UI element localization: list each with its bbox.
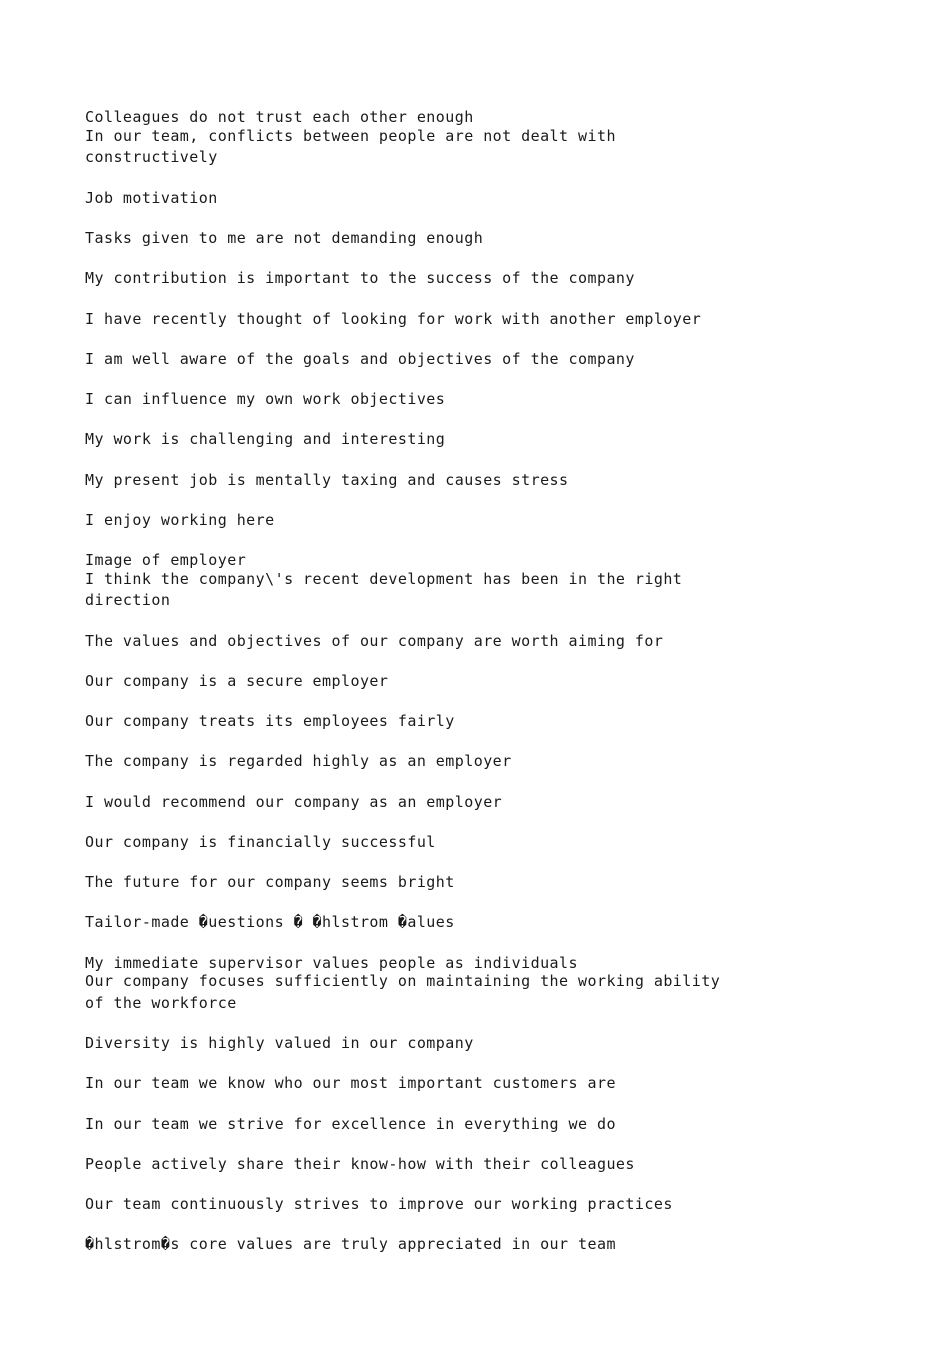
text-line: The future for our company seems bright — [85, 873, 455, 891]
text-line: Our company treats its employees fairly — [85, 712, 455, 730]
text-line: constructively — [85, 148, 218, 166]
text-line: Tasks given to me are not demanding enough — [85, 229, 484, 247]
text-line: Colleagues do not trust each other enough — [85, 108, 474, 126]
text-line: Our company is financially successful — [85, 833, 436, 851]
text-line: In our team we strive for excellence in everything we do — [85, 1115, 616, 1133]
text-line: I have recently thought of looking for work with another employer — [85, 310, 702, 328]
text-line: direction — [85, 591, 171, 609]
text-line: People actively share their know-how with their colleagues — [85, 1155, 635, 1173]
section-heading: Image of employer — [85, 551, 247, 569]
text-line: Our company focuses sufficiently on maintaining the working ability — [85, 972, 721, 990]
text-line: I enjoy working here — [85, 511, 275, 529]
text-line: In our team we know who our most important customers are — [85, 1074, 616, 1092]
text-line: In our team, conflicts between people are not dealt with — [85, 127, 616, 145]
text-line: My present job is mentally taxing and causes stress — [85, 471, 569, 489]
section-heading: Tailor-made �uestions � �hlstrom �alues — [85, 913, 455, 931]
text-line: I can influence my own work objectives — [85, 390, 446, 408]
text-line: �hlstrom�s core values are truly appreciated in our team — [85, 1235, 616, 1253]
text-line: I am well aware of the goals and objectives of the company — [85, 350, 635, 368]
text-line: Our team continuously strives to improve our working practices — [85, 1195, 673, 1213]
text-line: Diversity is highly valued in our company — [85, 1034, 474, 1052]
section-heading: Job motivation — [85, 189, 218, 207]
text-line: The values and objectives of our company are worth aiming for — [85, 632, 664, 650]
text-line: My work is challenging and interesting — [85, 430, 446, 448]
text-line: The company is regarded highly as an employer — [85, 752, 512, 770]
text-line: of the workforce — [85, 994, 237, 1012]
text-line: Our company is a secure employer — [85, 672, 389, 690]
text-line: I would recommend our company as an employer — [85, 793, 503, 811]
text-line: My contribution is important to the success of the company — [85, 269, 635, 287]
text-line: My immediate supervisor values people as individuals — [85, 954, 578, 972]
text-line: I think the company\'s recent development has been in the right — [85, 570, 683, 588]
